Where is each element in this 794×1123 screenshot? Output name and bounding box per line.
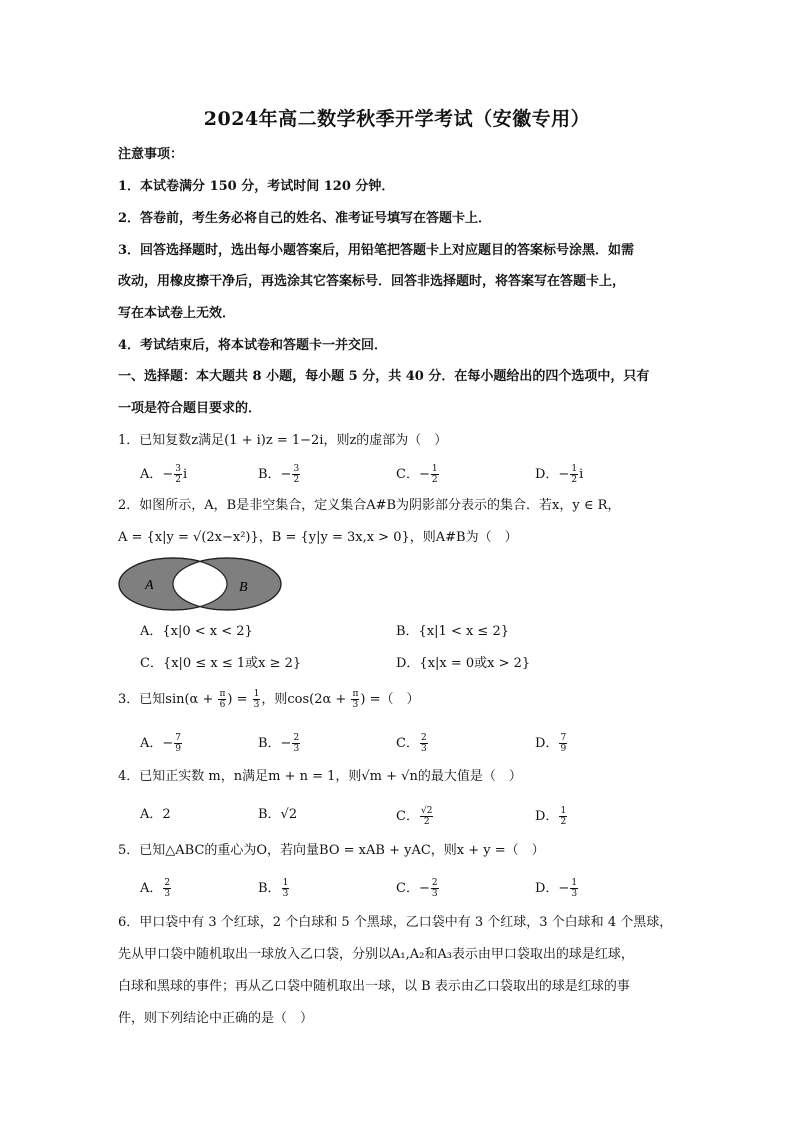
section-heading-cont: 一项是符合题目要求的． (118, 401, 262, 416)
q1-option-d: D．− $\frac{1}{2}$ i (535, 464, 584, 485)
notice-heading: 注意事项： (118, 147, 184, 162)
q4-option-a: A．2 (140, 807, 171, 822)
q2-option-b: B．{x|1 < x ≤ 2} (396, 624, 509, 639)
question-3-stem: 3．已知sin(α + $\frac{\pi}{6}$ ) = $\frac{1}{3}$ ，则cos(2α + $\frac{\pi}{3}$ ) =（ ） (118, 689, 420, 710)
q1-option-c: C．− $\frac{1}{2}$ (396, 464, 438, 485)
q1-option-b: B．− $\frac{3}{2}$ (258, 464, 300, 485)
venn-label-b: B (239, 580, 248, 595)
notice-item-3-cont: 改动，用橡皮擦干净后，再选涂其它答案标号．回答非选择题时，将答案写在答题卡上， (118, 274, 626, 289)
question-1-stem: 1．已知复数z满足(1 + i)z = 1−2i，则z的虚部为（ ） (118, 433, 448, 448)
notice-item-2: 2．答卷前，考生务必将自己的姓名、准考证号填写在答题卡上． (118, 211, 492, 226)
q5-option-a: A． $\frac{2}{3}$ (140, 878, 171, 899)
notice-item-4: 4．考试结束后，将本试卷和答题卡一并交回． (118, 338, 388, 353)
q2-option-a: A．{x|0 < x < 2} (140, 624, 253, 639)
q4-option-c: C． $\frac{√2}{2}$ (396, 806, 433, 827)
q3-option-a: A．− $\frac{7}{9}$ (140, 733, 182, 754)
q5-option-c: C．− $\frac{2}{3}$ (396, 878, 438, 899)
question-2-stem: 2．如图所示，A，B是非空集合，定义集合A#B为阴影部分表示的集合．若x，y ∈ R， (118, 498, 621, 513)
q3-option-d: D． $\frac{7}{9}$ (535, 733, 567, 754)
q5-option-d: D．− $\frac{1}{3}$ (535, 878, 578, 899)
q2-option-c: C．{x|0 ≤ x ≤ 1或x ≥ 2} (140, 656, 302, 671)
section-heading: 一、选择题：本大题共 8 小题，每小题 5 分，共 40 分．在每小题给出的四个选项中，只有 (118, 369, 650, 384)
q2-option-d: D．{x|x = 0或x > 2} (396, 656, 531, 671)
q4-option-d: D． $\frac{1}{2}$ (535, 806, 567, 827)
notice-item-3: 3．回答选择题时，选出每小题答案后，用铅笔把答题卡上对应题目的答案标号涂黑．如需 (118, 243, 635, 258)
q5-option-b: B． $\frac{1}{3}$ (258, 878, 289, 899)
q3-option-b: B．− $\frac{2}{3}$ (258, 733, 300, 754)
q4-option-b: B．√2 (258, 807, 298, 822)
venn-label-a: A (145, 578, 154, 593)
venn-diagram (118, 556, 282, 612)
q1-option-a: A．− $\frac{3}{2}$ i (140, 464, 188, 485)
notice-item-3-cont2: 写在本试卷上无效． (118, 306, 236, 321)
question-6-stem-cont2: 白球和黑球的事件；再从乙口袋中随机取出一球，以 B 表示由乙口袋取出的球是红球的事 (118, 979, 630, 994)
exam-title: 2024年高二数学秋季开学考试（安徽专用） (203, 108, 591, 130)
q3-option-c: C． $\frac{2}{3}$ (396, 733, 427, 754)
question-6-stem-cont: 先从甲口袋中随机取出一球放入乙口袋，分别以A₁,A₂和A₃表示由甲口袋取出的球是红球， (118, 947, 634, 962)
question-6-stem: 6．甲口袋中有 3 个红球，2 个白球和 5 个黑球，乙口袋中有 3 个红球，3 个白球和 4 个黑球， (118, 915, 673, 930)
question-6-stem-cont3: 件，则下列结论中正确的是（ ） (118, 1011, 314, 1026)
notice-item-1: 1．本试卷满分 150 分，考试时间 120 分钟． (118, 179, 395, 194)
question-4-stem: 4．已知正实数 m，n满足m + n = 1，则√m + √n的最大值是（ ） (118, 769, 522, 784)
question-5-stem: 5．已知△ABC的重心为O，若向量BO = xAB + yAC，则x + y =（ ） (118, 843, 545, 858)
question-2-stem-cont: A = {x|y = √(2x−x²)}，B = {y|y = 3x,x > 0}，则A#B为（ ） (118, 530, 518, 545)
